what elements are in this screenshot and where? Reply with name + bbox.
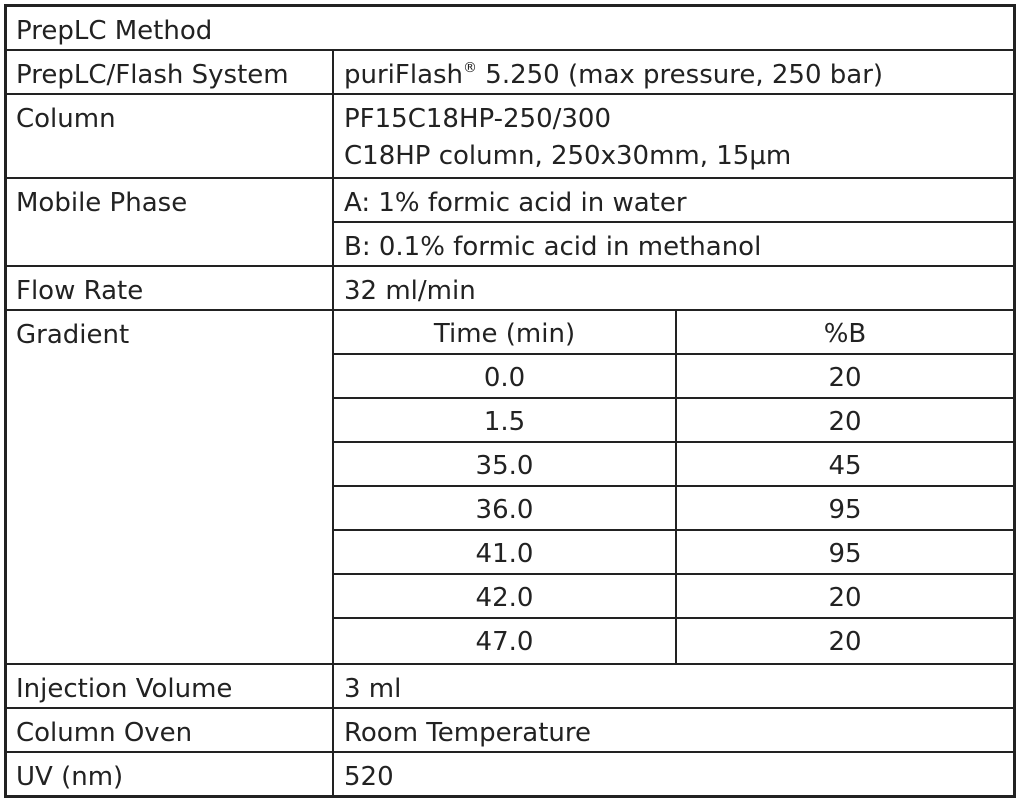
row-label-mobile-phase: Mobile Phase: [7, 179, 334, 265]
gradient-row: [334, 531, 1013, 575]
row-label-system: PrepLC/Flash System: [7, 51, 334, 93]
row-column: [7, 95, 1013, 179]
gradient-row: [334, 619, 1013, 665]
row-value-system: [334, 51, 1013, 93]
gradient-row: [334, 443, 1013, 487]
row-mobile-phase: [7, 179, 1013, 267]
mobile-phase-a: A: 1% formic acid in water: [334, 179, 1013, 223]
row-label-gradient: Gradient: [7, 311, 334, 663]
gradient-row: [334, 487, 1013, 531]
gradient-time-cell: 35.0: [334, 443, 677, 485]
table-title: PrepLC Method: [16, 16, 213, 46]
gradient-header-time: Time (min): [334, 311, 677, 353]
registered-mark: ®: [463, 60, 478, 76]
gradient-percent-b-cell: 95: [828, 495, 862, 525]
gradient-time-cell: 36.0: [334, 487, 677, 529]
gradient-percent-b-cell: 95: [828, 539, 862, 569]
column-part-number: PF15C18HP-250/300: [344, 104, 612, 134]
row-label-column: Column: [7, 95, 334, 177]
row-value-uv: 520: [344, 762, 394, 792]
gradient-time-cell: 41.0: [334, 531, 677, 573]
gradient-percent-b-cell: 20: [828, 583, 862, 613]
row-gradient: [7, 311, 1013, 665]
system-name: puriFlash: [344, 60, 464, 90]
gradient-percent-b-cell: 45: [828, 451, 862, 481]
row-label-column-oven: Column Oven: [7, 709, 334, 751]
gradient-percent-b-cell: 20: [828, 363, 862, 393]
row-flow-rate: [7, 267, 1013, 311]
table-title-row: [7, 7, 1013, 51]
row-column-oven: [7, 709, 1013, 753]
gradient-time-cell: 1.5: [334, 399, 677, 441]
gradient-time-cell: 47.0: [334, 619, 677, 665]
column-description: C18HP column, 250x30mm, 15µm: [344, 141, 792, 171]
mobile-phase-b: B: 0.1% formic acid in methanol: [344, 232, 762, 262]
gradient-table: [334, 311, 1013, 663]
row-system: [7, 51, 1013, 95]
gradient-row: [334, 575, 1013, 619]
row-value-column: [334, 95, 1013, 177]
row-value-column-oven: Room Temperature: [344, 718, 591, 748]
gradient-header-row: [334, 311, 1013, 355]
gradient-row: [334, 399, 1013, 443]
method-table: [4, 4, 1016, 798]
gradient-percent-b-cell: 20: [828, 627, 862, 657]
gradient-time-cell: 0.0: [334, 355, 677, 397]
row-injection-volume: [7, 665, 1013, 709]
row-value-injection-volume: 3 ml: [344, 674, 402, 704]
row-label-injection-volume: Injection Volume: [7, 665, 334, 707]
gradient-percent-b-cell: 20: [828, 407, 862, 437]
gradient-time-cell: 42.0: [334, 575, 677, 617]
gradient-header-percent-b: %B: [823, 319, 867, 349]
row-value-flow-rate: 32 ml/min: [344, 276, 476, 306]
row-label-flow-rate: Flow Rate: [7, 267, 334, 309]
system-spec: 5.250 (max pressure, 250 bar): [477, 60, 884, 90]
row-label-uv: UV (nm): [7, 753, 334, 795]
row-uv: [7, 753, 1013, 795]
gradient-row: [334, 355, 1013, 399]
